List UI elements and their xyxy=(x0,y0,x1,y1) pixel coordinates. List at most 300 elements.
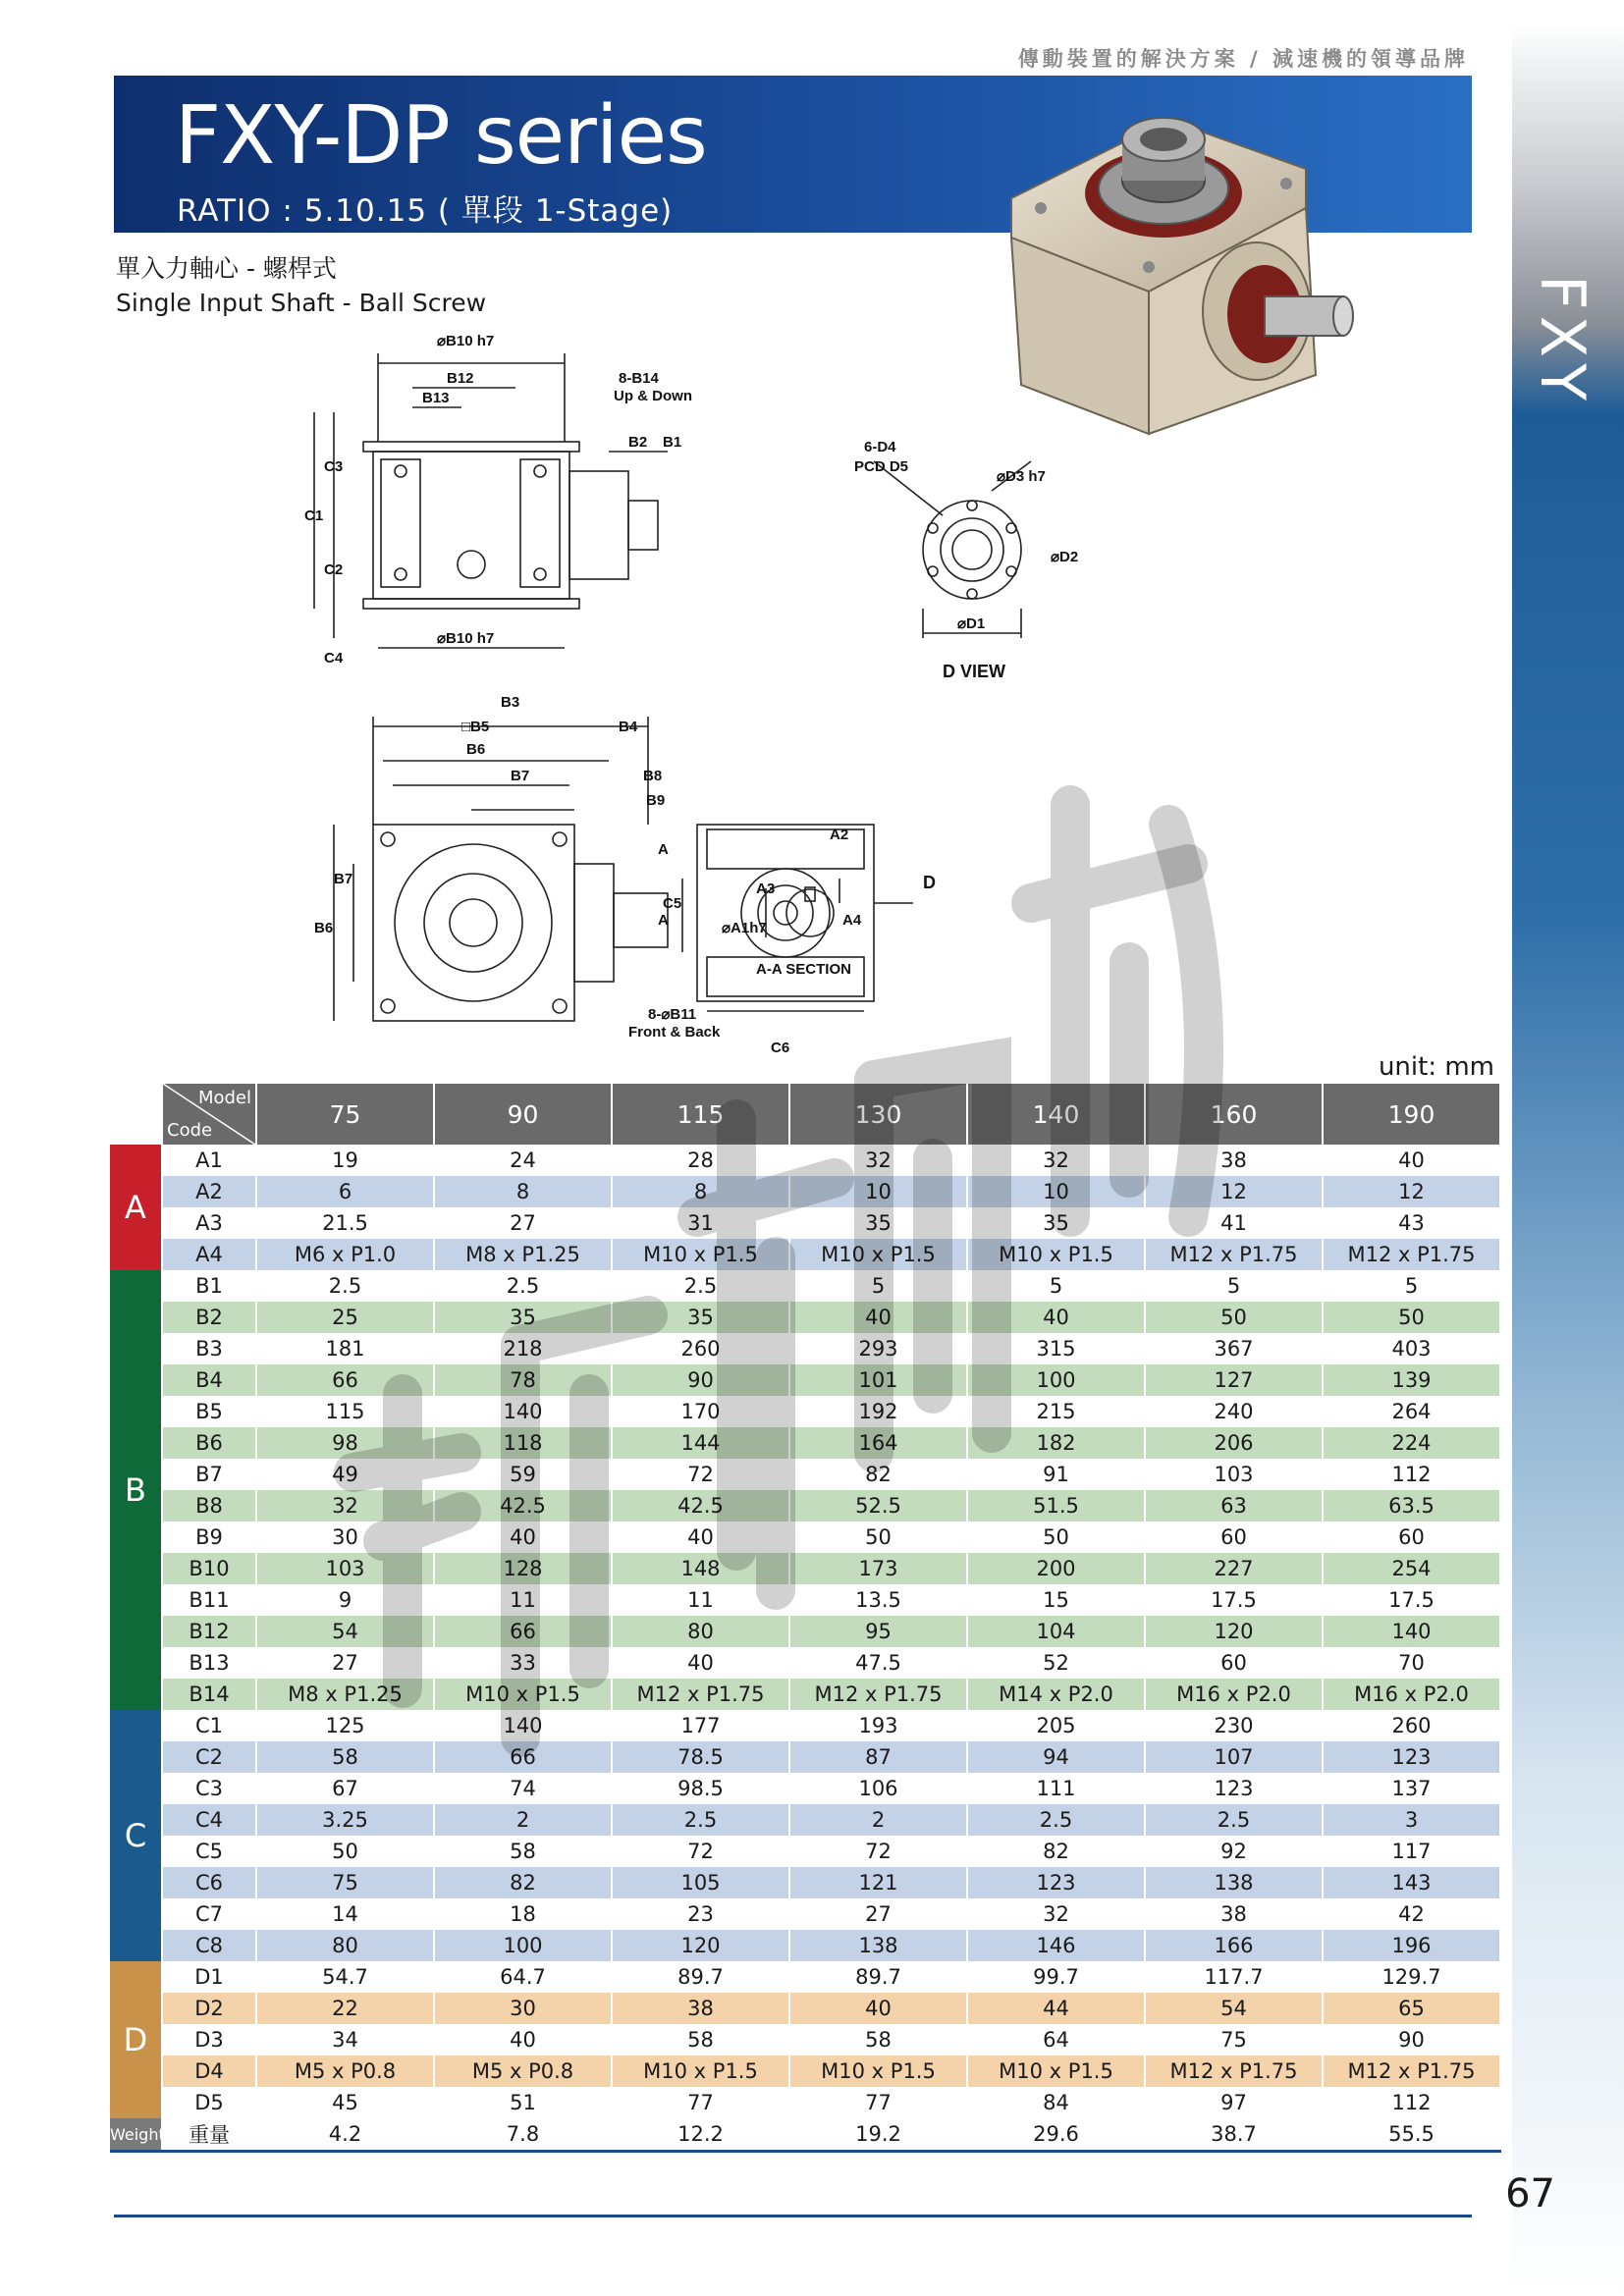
table-cell: 66 xyxy=(256,1364,434,1396)
table-cell: 224 xyxy=(1323,1427,1500,1459)
table-cell: 21.5 xyxy=(256,1207,434,1239)
table-cell: 54 xyxy=(1145,1993,1323,2024)
table-cell: 192 xyxy=(789,1396,967,1427)
row-code: D2 xyxy=(162,1993,256,2024)
table-cell: 92 xyxy=(1145,1836,1323,1867)
table-cell: 90 xyxy=(1323,2024,1500,2056)
table-cell: 112 xyxy=(1323,2087,1500,2118)
table-cell: 260 xyxy=(612,1333,789,1364)
table-cell: M16 x P2.0 xyxy=(1323,1679,1500,1710)
table-cell: M12 x P1.75 xyxy=(789,1679,967,1710)
table-cell: 44 xyxy=(967,1993,1145,2024)
table-cell: 32 xyxy=(967,1898,1145,1930)
label-c4: C4 xyxy=(324,650,344,667)
table-cell: 51.5 xyxy=(967,1490,1145,1522)
table-cell: 120 xyxy=(1145,1616,1323,1647)
table-cell: 38 xyxy=(1145,1145,1323,1176)
table-cell: 8 xyxy=(434,1176,612,1207)
weight-cell: 7.8 xyxy=(434,2118,612,2152)
table-cell: 218 xyxy=(434,1333,612,1364)
table-cell: M5 x P0.8 xyxy=(434,2056,612,2087)
table-cell: 50 xyxy=(1323,1302,1500,1333)
table-row xyxy=(110,1396,1500,1427)
table-cell: 40 xyxy=(612,1647,789,1679)
table-cell: 87 xyxy=(789,1741,967,1773)
table-cell: 63 xyxy=(1145,1490,1323,1522)
model-header: 75 xyxy=(256,1084,434,1145)
table-cell: 40 xyxy=(967,1302,1145,1333)
table-row xyxy=(110,1333,1500,1364)
table-cell: 50 xyxy=(256,1836,434,1867)
table-cell: 40 xyxy=(1323,1145,1500,1176)
table-cell: 170 xyxy=(612,1396,789,1427)
table-cell: 140 xyxy=(434,1396,612,1427)
ratio-label: RATIO : 5.10.15 ( 單段 1-Stage) xyxy=(177,193,674,229)
row-code: B8 xyxy=(162,1490,256,1522)
table-row xyxy=(110,1679,1500,1710)
table-cell: M6 x P1.0 xyxy=(256,1239,434,1270)
table-cell: 32 xyxy=(967,1145,1145,1176)
table-cell: 11 xyxy=(612,1584,789,1616)
row-code: B9 xyxy=(162,1522,256,1553)
weight-cell: 19.2 xyxy=(789,2118,967,2152)
label-c5: C5 xyxy=(663,895,682,912)
table-cell: 30 xyxy=(434,1993,612,2024)
label-b14: 8-B14 xyxy=(619,370,659,387)
table-cell: 230 xyxy=(1145,1710,1323,1741)
table-row xyxy=(110,1647,1500,1679)
table-cell: 215 xyxy=(967,1396,1145,1427)
table-cell: 80 xyxy=(256,1930,434,1961)
model-header: 160 xyxy=(1145,1084,1323,1145)
table-cell: 80 xyxy=(612,1616,789,1647)
table-cell: 35 xyxy=(967,1207,1145,1239)
table-cell: 63.5 xyxy=(1323,1490,1500,1522)
table-cell: 315 xyxy=(967,1333,1145,1364)
label-b4: B4 xyxy=(619,719,638,735)
label-d3: ⌀D3 h7 xyxy=(997,468,1046,485)
table-cell: 72 xyxy=(612,1836,789,1867)
table-cell: 34 xyxy=(256,2024,434,2056)
table-row xyxy=(110,1898,1500,1930)
table-cell: 100 xyxy=(434,1930,612,1961)
top-view xyxy=(334,717,668,1021)
table-cell: M5 x P0.8 xyxy=(256,2056,434,2087)
label-c1: C1 xyxy=(304,507,324,524)
table-row xyxy=(110,1145,1500,1176)
table-row xyxy=(110,1836,1500,1867)
table-cell: 66 xyxy=(434,1741,612,1773)
table-cell: 139 xyxy=(1323,1364,1500,1396)
label-d-view: D VIEW xyxy=(943,662,1006,681)
weight-code: 重量 xyxy=(162,2118,256,2152)
table-cell: 60 xyxy=(1323,1522,1500,1553)
group-label: D xyxy=(110,1961,162,2118)
table-cell: 173 xyxy=(789,1553,967,1584)
table-cell: 52 xyxy=(967,1647,1145,1679)
table-row xyxy=(110,1364,1500,1396)
table-cell: M12 x P1.75 xyxy=(1145,2056,1323,2087)
table-cell: 75 xyxy=(256,1867,434,1898)
table-cell: 403 xyxy=(1323,1333,1500,1364)
table-cell: 75 xyxy=(1145,2024,1323,2056)
table-cell: 82 xyxy=(967,1836,1145,1867)
label-d5: PCD D5 xyxy=(854,458,909,475)
table-row xyxy=(110,1710,1500,1741)
table-cell: 42.5 xyxy=(434,1490,612,1522)
row-code: D5 xyxy=(162,2087,256,2118)
table-cell: 54 xyxy=(256,1616,434,1647)
label-b14-note: Up & Down xyxy=(614,388,692,404)
table-row xyxy=(110,2056,1500,2087)
weight-cell: 55.5 xyxy=(1323,2118,1500,2152)
table-cell: 367 xyxy=(1145,1333,1323,1364)
table-cell: 89.7 xyxy=(789,1961,967,1993)
table-cell: 101 xyxy=(789,1364,967,1396)
table-cell: 40 xyxy=(434,2024,612,2056)
table-cell: 58 xyxy=(612,2024,789,2056)
table-cell: 58 xyxy=(434,1836,612,1867)
table-cell: 50 xyxy=(789,1522,967,1553)
table-cell: 227 xyxy=(1145,1553,1323,1584)
row-code: A2 xyxy=(162,1176,256,1207)
table-cell: 95 xyxy=(789,1616,967,1647)
table-cell: 205 xyxy=(967,1710,1145,1741)
table-cell: 65 xyxy=(1323,1993,1500,2024)
table-cell: 117.7 xyxy=(1145,1961,1323,1993)
dimension-table xyxy=(110,1084,1501,2153)
table-cell: 200 xyxy=(967,1553,1145,1584)
subtitle-english: Single Input Shaft - Ball Screw xyxy=(116,289,487,317)
table-cell: 240 xyxy=(1145,1396,1323,1427)
table-cell: 264 xyxy=(1323,1396,1500,1427)
label-c3: C3 xyxy=(324,458,344,475)
table-cell: 38 xyxy=(612,1993,789,2024)
table-cell: 72 xyxy=(789,1836,967,1867)
table-cell: 166 xyxy=(1145,1930,1323,1961)
table-cell: M10 x P1.5 xyxy=(967,1239,1145,1270)
technical-drawings xyxy=(275,314,1355,1070)
table-cell: 17.5 xyxy=(1323,1584,1500,1616)
table-cell: 42 xyxy=(1323,1898,1500,1930)
table-row xyxy=(110,1490,1500,1522)
table-cell: 19 xyxy=(256,1145,434,1176)
table-cell: 123 xyxy=(1323,1741,1500,1773)
weight-label: Weight xyxy=(110,2118,162,2152)
table-cell: 138 xyxy=(1145,1867,1323,1898)
label-a2: A2 xyxy=(830,827,849,843)
table-cell: M8 x P1.25 xyxy=(256,1679,434,1710)
label-b3: B3 xyxy=(501,694,520,711)
label-b10-top: ⌀B10 h7 xyxy=(437,333,495,349)
row-code: B3 xyxy=(162,1333,256,1364)
table-cell: 254 xyxy=(1323,1553,1500,1584)
table-cell: 90 xyxy=(612,1364,789,1396)
table-cell: 164 xyxy=(789,1427,967,1459)
table-cell: M10 x P1.5 xyxy=(434,1679,612,1710)
table-cell: 50 xyxy=(1145,1302,1323,1333)
model-header: 115 xyxy=(612,1084,789,1145)
weight-cell: 4.2 xyxy=(256,2118,434,2152)
table-cell: M12 x P1.75 xyxy=(612,1679,789,1710)
row-code: C8 xyxy=(162,1930,256,1961)
d-view xyxy=(874,461,1031,638)
table-cell: 143 xyxy=(1323,1867,1500,1898)
label-b6: B6 xyxy=(466,741,486,758)
table-cell: 27 xyxy=(434,1207,612,1239)
table-cell: 125 xyxy=(256,1710,434,1741)
table-cell: 182 xyxy=(967,1427,1145,1459)
row-code: A3 xyxy=(162,1207,256,1239)
table-cell: M14 x P2.0 xyxy=(967,1679,1145,1710)
label-b5: □B5 xyxy=(461,719,490,735)
table-cell: 60 xyxy=(1145,1522,1323,1553)
table-cell: 2 xyxy=(434,1804,612,1836)
row-code: B13 xyxy=(162,1647,256,1679)
table-cell: 2.5 xyxy=(434,1270,612,1302)
table-cell: 64 xyxy=(967,2024,1145,2056)
label-b13: B13 xyxy=(422,390,450,406)
model-header: 130 xyxy=(789,1084,967,1145)
table-cell: 78 xyxy=(434,1364,612,1396)
table-cell: 17.5 xyxy=(1145,1584,1323,1616)
weight-cell: 38.7 xyxy=(1145,2118,1323,2152)
table-cell: 104 xyxy=(967,1616,1145,1647)
row-code: B1 xyxy=(162,1270,256,1302)
table-cell: 107 xyxy=(1145,1741,1323,1773)
table-row xyxy=(110,1239,1500,1270)
label-b7: B7 xyxy=(511,768,530,784)
table-cell: 41 xyxy=(1145,1207,1323,1239)
table-cell: 30 xyxy=(256,1522,434,1553)
table-row xyxy=(110,1930,1500,1961)
row-code: C5 xyxy=(162,1836,256,1867)
subtitle-chinese: 單入力軸心 - 螺桿式 xyxy=(116,254,337,283)
label-b9: B9 xyxy=(646,792,666,809)
table-cell: 94 xyxy=(967,1741,1145,1773)
table-cell: 18 xyxy=(434,1898,612,1930)
table-cell: 42.5 xyxy=(612,1490,789,1522)
label-d: D xyxy=(923,873,936,892)
group-label: B xyxy=(110,1270,162,1710)
table-cell: 35 xyxy=(612,1302,789,1333)
table-cell: 196 xyxy=(1323,1930,1500,1961)
label-b6-vertical: B6 xyxy=(314,920,334,936)
table-cell: 40 xyxy=(789,1302,967,1333)
row-code: B4 xyxy=(162,1364,256,1396)
table-cell: 28 xyxy=(612,1145,789,1176)
label-a4: A4 xyxy=(842,912,862,929)
table-cell: 84 xyxy=(967,2087,1145,2118)
corner-model-label: Model xyxy=(197,1088,251,1108)
table-row xyxy=(110,1459,1500,1490)
table-cell: 40 xyxy=(612,1522,789,1553)
model-header: 190 xyxy=(1323,1084,1500,1145)
table-cell: M12 x P1.75 xyxy=(1323,2056,1500,2087)
table-cell: 121 xyxy=(789,1867,967,1898)
table-cell: 22 xyxy=(256,1993,434,2024)
table-cell: 123 xyxy=(1145,1773,1323,1804)
table-cell: 60 xyxy=(1145,1647,1323,1679)
table-cell: 3 xyxy=(1323,1804,1500,1836)
table-cell: 14 xyxy=(256,1898,434,1930)
table-cell: 5 xyxy=(789,1270,967,1302)
label-b11-note: Front & Back xyxy=(628,1024,721,1041)
table-header-spacer xyxy=(110,1084,162,1145)
table-cell: 144 xyxy=(612,1427,789,1459)
table-cell: 54.7 xyxy=(256,1961,434,1993)
side-tab xyxy=(1512,0,1624,2296)
table-cell: 32 xyxy=(256,1490,434,1522)
side-view xyxy=(682,825,913,1011)
table-cell: 193 xyxy=(789,1710,967,1741)
table-cell: 70 xyxy=(1323,1647,1500,1679)
table-cell: 40 xyxy=(434,1522,612,1553)
table-cell: 27 xyxy=(789,1898,967,1930)
model-header: 90 xyxy=(434,1084,612,1145)
table-cell: 138 xyxy=(789,1930,967,1961)
label-a3: A3 xyxy=(756,881,776,897)
table-cell: 13.5 xyxy=(789,1584,967,1616)
table-cell: 89.7 xyxy=(612,1961,789,1993)
table-cell: 51 xyxy=(434,2087,612,2118)
row-code: C1 xyxy=(162,1710,256,1741)
table-row xyxy=(110,1176,1500,1207)
table-row-weight xyxy=(110,2118,1500,2152)
table-row xyxy=(110,1961,1500,1993)
label-b7-vertical: B7 xyxy=(334,871,353,887)
row-code: B14 xyxy=(162,1679,256,1710)
table-cell: 293 xyxy=(789,1333,967,1364)
table-cell: 77 xyxy=(789,2087,967,2118)
table-cell: 137 xyxy=(1323,1773,1500,1804)
table-cell: 77 xyxy=(612,2087,789,2118)
side-series-label: FXY xyxy=(1527,275,1598,407)
unit-label: unit: mm xyxy=(1378,1052,1494,1082)
table-cell: 49 xyxy=(256,1459,434,1490)
row-code: D1 xyxy=(162,1961,256,1993)
label-a-bottom: A xyxy=(658,912,669,929)
table-cell: 23 xyxy=(612,1898,789,1930)
table-cell: 2 xyxy=(789,1804,967,1836)
label-a1: ⌀A1h7 xyxy=(722,920,767,936)
table-cell: 64.7 xyxy=(434,1961,612,1993)
table-cell: 98.5 xyxy=(612,1773,789,1804)
table-cell: 50 xyxy=(967,1522,1145,1553)
table-cell: 140 xyxy=(1323,1616,1500,1647)
label-a-top: A xyxy=(658,841,669,858)
label-b10-bottom: ⌀B10 h7 xyxy=(437,630,495,647)
table-cell: 6 xyxy=(256,1176,434,1207)
table-cell: 32 xyxy=(789,1145,967,1176)
table-cell: 2.5 xyxy=(612,1804,789,1836)
corner-code-label: Code xyxy=(167,1120,213,1141)
table-cell: 82 xyxy=(789,1459,967,1490)
table-cell: 82 xyxy=(434,1867,612,1898)
table-row xyxy=(110,2087,1500,2118)
table-cell: 10 xyxy=(789,1176,967,1207)
table-cell: 5 xyxy=(1323,1270,1500,1302)
table-cell: 3.25 xyxy=(256,1804,434,1836)
model-header: 140 xyxy=(967,1084,1145,1145)
group-label: C xyxy=(110,1710,162,1961)
group-label: A xyxy=(110,1145,162,1270)
table-cell: 78.5 xyxy=(612,1741,789,1773)
table-cell: 120 xyxy=(612,1930,789,1961)
table-cell: 31 xyxy=(612,1207,789,1239)
table-cell: 58 xyxy=(789,2024,967,2056)
table-row xyxy=(110,1302,1500,1333)
table-cell: 91 xyxy=(967,1459,1145,1490)
table-cell: 118 xyxy=(434,1427,612,1459)
page-title: FXY-DP series xyxy=(175,89,707,183)
table-row xyxy=(110,1867,1500,1898)
label-b12: B12 xyxy=(447,370,474,387)
table-cell: 117 xyxy=(1323,1836,1500,1867)
table-row xyxy=(110,1207,1500,1239)
row-code: B10 xyxy=(162,1553,256,1584)
table-row xyxy=(110,1616,1500,1647)
table-cell: 67 xyxy=(256,1773,434,1804)
weight-cell: 29.6 xyxy=(967,2118,1145,2152)
table-cell: 10 xyxy=(967,1176,1145,1207)
table-cell: 8 xyxy=(612,1176,789,1207)
table-cell: 2.5 xyxy=(1145,1804,1323,1836)
table-cell: 103 xyxy=(256,1553,434,1584)
table-row xyxy=(110,2024,1500,2056)
row-code: B5 xyxy=(162,1396,256,1427)
table-cell: 59 xyxy=(434,1459,612,1490)
footer-rule xyxy=(114,2215,1472,2217)
row-code: B11 xyxy=(162,1584,256,1616)
row-code: D3 xyxy=(162,2024,256,2056)
table-cell: 146 xyxy=(967,1930,1145,1961)
table-cell: 25 xyxy=(256,1302,434,1333)
table-cell: 181 xyxy=(256,1333,434,1364)
table-cell: M16 x P2.0 xyxy=(1145,1679,1323,1710)
table-cell: 33 xyxy=(434,1647,612,1679)
label-d4: 6-D4 xyxy=(864,439,896,455)
table-cell: 97 xyxy=(1145,2087,1323,2118)
label-c2: C2 xyxy=(324,561,344,578)
label-d2: ⌀D2 xyxy=(1051,549,1079,565)
label-b2: B2 xyxy=(628,434,648,451)
table-cell: 66 xyxy=(434,1616,612,1647)
table-cell: 115 xyxy=(256,1396,434,1427)
table-cell: 111 xyxy=(967,1773,1145,1804)
table-cell: 128 xyxy=(434,1553,612,1584)
label-aa-section: A-A SECTION xyxy=(756,961,851,978)
table-cell: 11 xyxy=(434,1584,612,1616)
table-cell: 129.7 xyxy=(1323,1961,1500,1993)
table-cell: M10 x P1.5 xyxy=(967,2056,1145,2087)
table-cell: 47.5 xyxy=(789,1647,967,1679)
table-cell: M10 x P1.5 xyxy=(789,1239,967,1270)
table-cell: M10 x P1.5 xyxy=(612,1239,789,1270)
table-cell: 58 xyxy=(256,1741,434,1773)
row-code: D4 xyxy=(162,2056,256,2087)
row-code: C3 xyxy=(162,1773,256,1804)
table-cell: 72 xyxy=(612,1459,789,1490)
table-cell: 38 xyxy=(1145,1898,1323,1930)
table-cell: 177 xyxy=(612,1710,789,1741)
table-cell: 100 xyxy=(967,1364,1145,1396)
tagline: 傳動裝置的解決方案 / 減速機的領導品牌 xyxy=(1017,47,1469,71)
table-cell: M12 x P1.75 xyxy=(1323,1239,1500,1270)
table-cell: 2.5 xyxy=(256,1270,434,1302)
table-cell: 35 xyxy=(434,1302,612,1333)
page-number: 67 xyxy=(1505,2171,1555,2216)
